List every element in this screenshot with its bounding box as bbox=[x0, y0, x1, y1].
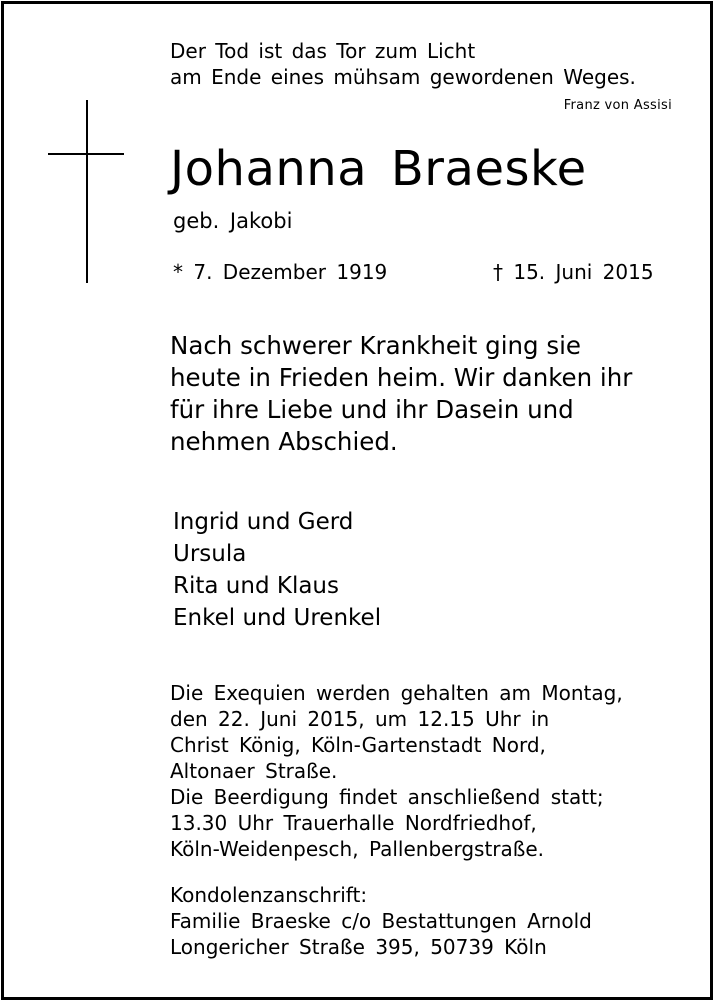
signer: Enkel und Urenkel bbox=[173, 605, 382, 631]
cross-icon-horizontal bbox=[48, 153, 124, 155]
quote-line: am Ende eines mühsam gewordenen Weges. bbox=[170, 65, 636, 89]
service-line: Köln-Weidenpesch, Pallenbergstraße. bbox=[170, 837, 545, 861]
service-line: Christ König, Köln-Gartenstadt Nord, bbox=[170, 733, 546, 757]
condolence-line: Familie Braeske c/o Bestattungen Arnold bbox=[170, 909, 592, 933]
message-line: nehmen Abschied. bbox=[170, 427, 398, 456]
service-line: Die Beerdigung findet anschließend statt; bbox=[170, 785, 604, 809]
deceased-name: Johanna Braeske bbox=[170, 141, 587, 197]
condolence-line: Kondolenzanschrift: bbox=[170, 883, 368, 907]
service-line: Altonaer Straße. bbox=[170, 759, 338, 783]
message-line: Nach schwerer Krankheit ging sie bbox=[170, 331, 582, 360]
message-line: heute in Frieden heim. Wir danken ihr bbox=[170, 363, 633, 392]
birth-date: * 7. Dezember 1919 bbox=[173, 260, 388, 284]
signer: Ingrid und Gerd bbox=[173, 509, 354, 535]
service-line: 13.30 Uhr Trauerhalle Nordfriedhof, bbox=[170, 811, 537, 835]
message-line: für ihre Liebe und ihr Dasein und bbox=[170, 395, 574, 424]
death-date: † 15. Juni 2015 bbox=[493, 260, 654, 284]
service-line: den 22. Juni 2015, um 12.15 Uhr in bbox=[170, 707, 550, 731]
condolence-line: Longericher Straße 395, 50739 Köln bbox=[170, 935, 547, 959]
signer: Ursula bbox=[173, 541, 247, 567]
cross-icon-vertical bbox=[86, 100, 88, 283]
signer: Rita und Klaus bbox=[173, 573, 339, 599]
quote-author: Franz von Assisi bbox=[563, 98, 672, 113]
service-line: Die Exequien werden gehalten am Montag, bbox=[170, 681, 623, 705]
birth-name: geb. Jakobi bbox=[173, 209, 293, 233]
quote-line: Der Tod ist das Tor zum Licht bbox=[170, 39, 476, 63]
